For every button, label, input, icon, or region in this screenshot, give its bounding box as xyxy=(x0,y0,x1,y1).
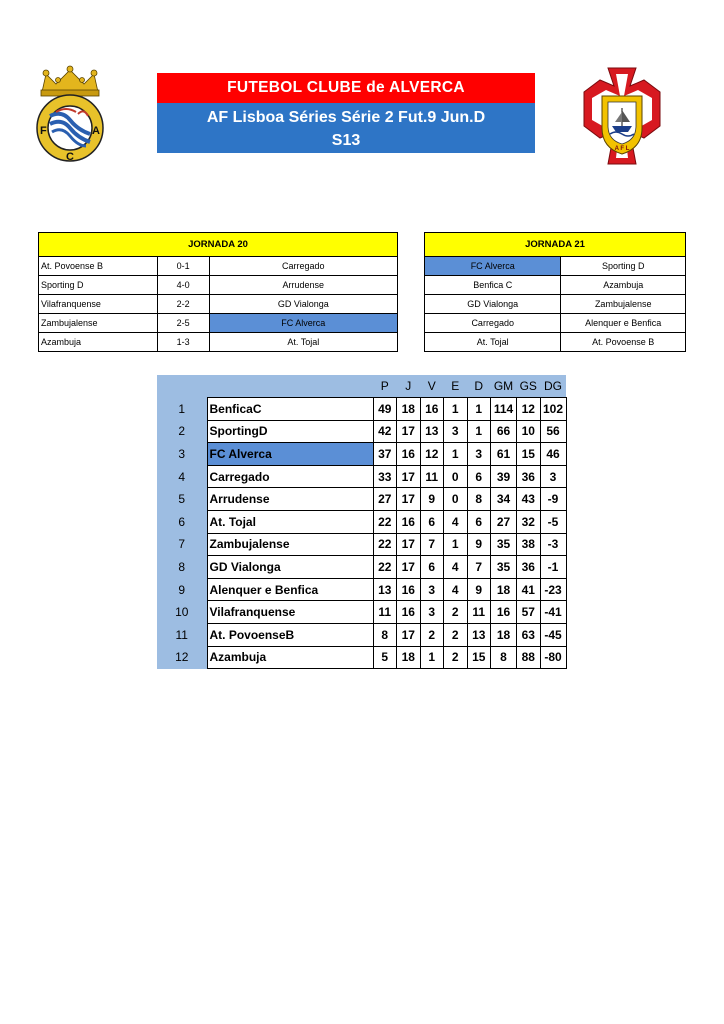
home-team: At. Tojal xyxy=(425,333,561,352)
away-team: Azambuja xyxy=(561,276,686,295)
stat-gs-cell: 41 xyxy=(517,578,541,601)
stat-e-cell: 2 xyxy=(444,646,468,669)
stat-v-cell: 7 xyxy=(420,533,444,556)
table-row xyxy=(157,443,566,466)
stat-dg-cell: -9 xyxy=(540,488,566,511)
stat-p-cell: 22 xyxy=(373,556,397,579)
home-team-highlighted: FC Alverca xyxy=(425,257,561,276)
stat-dg-cell: -3 xyxy=(540,533,566,556)
home-team: Benfica C xyxy=(425,276,561,295)
stat-j-cell: 17 xyxy=(397,465,421,488)
stat-j-cell: 17 xyxy=(397,420,421,443)
position-cell: 12 xyxy=(157,646,207,669)
header-blank-team xyxy=(207,375,373,398)
stat-d-cell: 13 xyxy=(467,624,491,647)
stat-gs-cell: 88 xyxy=(517,646,541,669)
team-name-cell: At. Tojal xyxy=(207,511,373,534)
away-team: GD Vialonga xyxy=(209,295,397,314)
stat-gm-cell: 114 xyxy=(491,398,517,421)
stat-gm-cell: 8 xyxy=(491,646,517,669)
stat-e-cell: 4 xyxy=(444,578,468,601)
stat-e-cell: 0 xyxy=(444,465,468,488)
away-team: Sporting D xyxy=(561,257,686,276)
stat-gs-cell: 10 xyxy=(517,420,541,443)
table-row xyxy=(425,295,686,314)
competition-title xyxy=(157,103,535,153)
stat-p-cell: 8 xyxy=(373,624,397,647)
jornada-21-table xyxy=(424,232,686,352)
title-banner xyxy=(157,73,535,153)
table-row xyxy=(425,257,686,276)
stat-gs-cell: 38 xyxy=(517,533,541,556)
table-row xyxy=(157,398,566,421)
away-team: At. Tojal xyxy=(209,333,397,352)
stat-d-cell: 11 xyxy=(467,601,491,624)
stat-gs-cell: 12 xyxy=(517,398,541,421)
stat-v-cell: 2 xyxy=(420,624,444,647)
header-blank xyxy=(157,375,207,398)
stat-d-cell: 1 xyxy=(467,420,491,443)
stat-e-cell: 1 xyxy=(444,398,468,421)
table-row xyxy=(39,257,398,276)
stat-v-cell: 9 xyxy=(420,488,444,511)
stat-d-cell: 15 xyxy=(467,646,491,669)
stat-d-cell: 6 xyxy=(467,511,491,534)
stat-v-cell: 6 xyxy=(420,556,444,579)
team-name-cell: Arrudense xyxy=(207,488,373,511)
stat-j-cell: 17 xyxy=(397,533,421,556)
table-row xyxy=(157,465,566,488)
stat-dg-cell: 46 xyxy=(540,443,566,466)
home-team: Sporting D xyxy=(39,276,158,295)
col-header-v: V xyxy=(420,375,444,398)
stat-e-cell: 2 xyxy=(444,601,468,624)
stat-d-cell: 6 xyxy=(467,465,491,488)
team-name-cell: BenficaC xyxy=(207,398,373,421)
stat-e-cell: 1 xyxy=(444,533,468,556)
stat-j-cell: 16 xyxy=(397,443,421,466)
stat-gm-cell: 27 xyxy=(491,511,517,534)
competition-category: S13 xyxy=(331,132,361,149)
crest-letter-f: F xyxy=(40,125,47,137)
table-row xyxy=(157,624,566,647)
table-row xyxy=(39,295,398,314)
jornada-20-table xyxy=(38,232,398,352)
stat-gs-cell: 36 xyxy=(517,556,541,579)
stat-d-cell: 9 xyxy=(467,578,491,601)
stat-p-cell: 22 xyxy=(373,533,397,556)
stat-d-cell: 1 xyxy=(467,398,491,421)
stat-dg-cell: -41 xyxy=(540,601,566,624)
position-cell: 10 xyxy=(157,601,207,624)
table-row xyxy=(425,314,686,333)
table-row xyxy=(425,276,686,295)
fc-alverca-crest-logo xyxy=(26,64,114,164)
position-cell: 5 xyxy=(157,488,207,511)
stat-gm-cell: 39 xyxy=(491,465,517,488)
stat-j-cell: 16 xyxy=(397,511,421,534)
stat-p-cell: 37 xyxy=(373,443,397,466)
team-name-cell: GD Vialonga xyxy=(207,556,373,579)
stat-e-cell: 3 xyxy=(444,420,468,443)
stat-gm-cell: 18 xyxy=(491,578,517,601)
stat-gs-cell: 36 xyxy=(517,465,541,488)
home-team: Carregado xyxy=(425,314,561,333)
stat-gm-cell: 18 xyxy=(491,624,517,647)
stat-v-cell: 11 xyxy=(420,465,444,488)
stat-j-cell: 18 xyxy=(397,646,421,669)
team-name-cell: Alenquer e Benfica xyxy=(207,578,373,601)
stat-d-cell: 8 xyxy=(467,488,491,511)
position-cell: 1 xyxy=(157,398,207,421)
team-name-cell: Zambujalense xyxy=(207,533,373,556)
stat-gm-cell: 61 xyxy=(491,443,517,466)
table-row xyxy=(157,488,566,511)
stat-dg-cell: 3 xyxy=(540,465,566,488)
col-header-gs: GS xyxy=(517,375,541,398)
table-row xyxy=(157,601,566,624)
crest-letter-c: C xyxy=(66,151,74,163)
stat-j-cell: 16 xyxy=(397,578,421,601)
stat-gs-cell: 57 xyxy=(517,601,541,624)
stat-dg-cell: -1 xyxy=(540,556,566,579)
stat-j-cell: 17 xyxy=(397,488,421,511)
afl-logo-letters: A F L xyxy=(614,146,630,152)
team-name-cell: Azambuja xyxy=(207,646,373,669)
stat-dg-cell: -5 xyxy=(540,511,566,534)
home-team: Zambujalense xyxy=(39,314,158,333)
stat-dg-cell: -45 xyxy=(540,624,566,647)
stat-dg-cell: 56 xyxy=(540,420,566,443)
team-name-cell: SportingD xyxy=(207,420,373,443)
table-row xyxy=(157,556,566,579)
away-team-highlighted: FC Alverca xyxy=(209,314,397,333)
stat-p-cell: 49 xyxy=(373,398,397,421)
stat-p-cell: 11 xyxy=(373,601,397,624)
stat-gs-cell: 32 xyxy=(517,511,541,534)
home-team: Vilafranquense xyxy=(39,295,158,314)
home-team: At. Povoense B xyxy=(39,257,158,276)
stat-gm-cell: 16 xyxy=(491,601,517,624)
stat-p-cell: 27 xyxy=(373,488,397,511)
table-row xyxy=(39,314,398,333)
col-header-p: P xyxy=(373,375,397,398)
stat-dg-cell: -80 xyxy=(540,646,566,669)
stat-p-cell: 42 xyxy=(373,420,397,443)
col-header-j: J xyxy=(397,375,421,398)
stat-v-cell: 13 xyxy=(420,420,444,443)
team-name-cell: Vilafranquense xyxy=(207,601,373,624)
stat-j-cell: 16 xyxy=(397,601,421,624)
stat-gs-cell: 63 xyxy=(517,624,541,647)
position-cell: 4 xyxy=(157,465,207,488)
col-header-dg: DG xyxy=(540,375,566,398)
stat-v-cell: 6 xyxy=(420,511,444,534)
stat-gs-cell: 15 xyxy=(517,443,541,466)
stat-gs-cell: 43 xyxy=(517,488,541,511)
stat-v-cell: 16 xyxy=(420,398,444,421)
standings-body xyxy=(157,398,566,669)
stat-p-cell: 22 xyxy=(373,511,397,534)
away-team: Zambujalense xyxy=(561,295,686,314)
position-cell: 2 xyxy=(157,420,207,443)
match-score: 4-0 xyxy=(157,276,209,295)
table-row xyxy=(157,420,566,443)
standings-header-row xyxy=(157,375,566,398)
stat-gm-cell: 66 xyxy=(491,420,517,443)
stat-v-cell: 12 xyxy=(420,443,444,466)
stat-e-cell: 1 xyxy=(444,443,468,466)
position-cell: 3 xyxy=(157,443,207,466)
col-header-e: E xyxy=(444,375,468,398)
standings-table xyxy=(157,375,567,669)
match-score: 2-5 xyxy=(157,314,209,333)
stat-e-cell: 2 xyxy=(444,624,468,647)
stat-e-cell: 4 xyxy=(444,511,468,534)
col-header-gm: GM xyxy=(491,375,517,398)
position-cell: 7 xyxy=(157,533,207,556)
position-cell: 9 xyxy=(157,578,207,601)
stat-d-cell: 9 xyxy=(467,533,491,556)
table-row xyxy=(157,511,566,534)
col-header-d: D xyxy=(467,375,491,398)
stat-j-cell: 17 xyxy=(397,624,421,647)
stat-e-cell: 0 xyxy=(444,488,468,511)
team-name-cell: FC Alverca xyxy=(207,443,373,466)
stat-dg-cell: -23 xyxy=(540,578,566,601)
match-score: 1-3 xyxy=(157,333,209,352)
stat-gm-cell: 35 xyxy=(491,556,517,579)
stat-j-cell: 17 xyxy=(397,556,421,579)
stat-v-cell: 1 xyxy=(420,646,444,669)
stat-j-cell: 18 xyxy=(397,398,421,421)
table-row xyxy=(425,333,686,352)
away-team: Alenquer e Benfica xyxy=(561,314,686,333)
af-lisboa-logo xyxy=(582,66,662,166)
stat-d-cell: 7 xyxy=(467,556,491,579)
table-row xyxy=(39,276,398,295)
position-cell: 11 xyxy=(157,624,207,647)
club-title: FUTEBOL CLUBE de ALVERCA xyxy=(157,73,535,103)
table-row xyxy=(157,578,566,601)
away-team: Arrudense xyxy=(209,276,397,295)
crest-letter-a: A xyxy=(92,125,100,137)
position-cell: 8 xyxy=(157,556,207,579)
match-score: 2-2 xyxy=(157,295,209,314)
away-team: Carregado xyxy=(209,257,397,276)
competition-name: AF Lisboa Séries Série 2 Fut.9 Jun.D xyxy=(206,109,486,126)
stat-e-cell: 4 xyxy=(444,556,468,579)
home-team: GD Vialonga xyxy=(425,295,561,314)
stat-d-cell: 3 xyxy=(467,443,491,466)
stat-p-cell: 33 xyxy=(373,465,397,488)
stat-v-cell: 3 xyxy=(420,601,444,624)
stat-v-cell: 3 xyxy=(420,578,444,601)
stat-gm-cell: 35 xyxy=(491,533,517,556)
table-row xyxy=(157,646,566,669)
stat-p-cell: 13 xyxy=(373,578,397,601)
table-row xyxy=(39,333,398,352)
stat-p-cell: 5 xyxy=(373,646,397,669)
match-score: 0-1 xyxy=(157,257,209,276)
position-cell: 6 xyxy=(157,511,207,534)
table-row xyxy=(157,533,566,556)
home-team: Azambuja xyxy=(39,333,158,352)
stat-gm-cell: 34 xyxy=(491,488,517,511)
jornada-20-title: JORNADA 20 xyxy=(39,233,398,257)
away-team: At. Povoense B xyxy=(561,333,686,352)
team-name-cell: Carregado xyxy=(207,465,373,488)
team-name-cell: At. PovoenseB xyxy=(207,624,373,647)
stat-dg-cell: 102 xyxy=(540,398,566,421)
jornada-21-title: JORNADA 21 xyxy=(425,233,686,257)
